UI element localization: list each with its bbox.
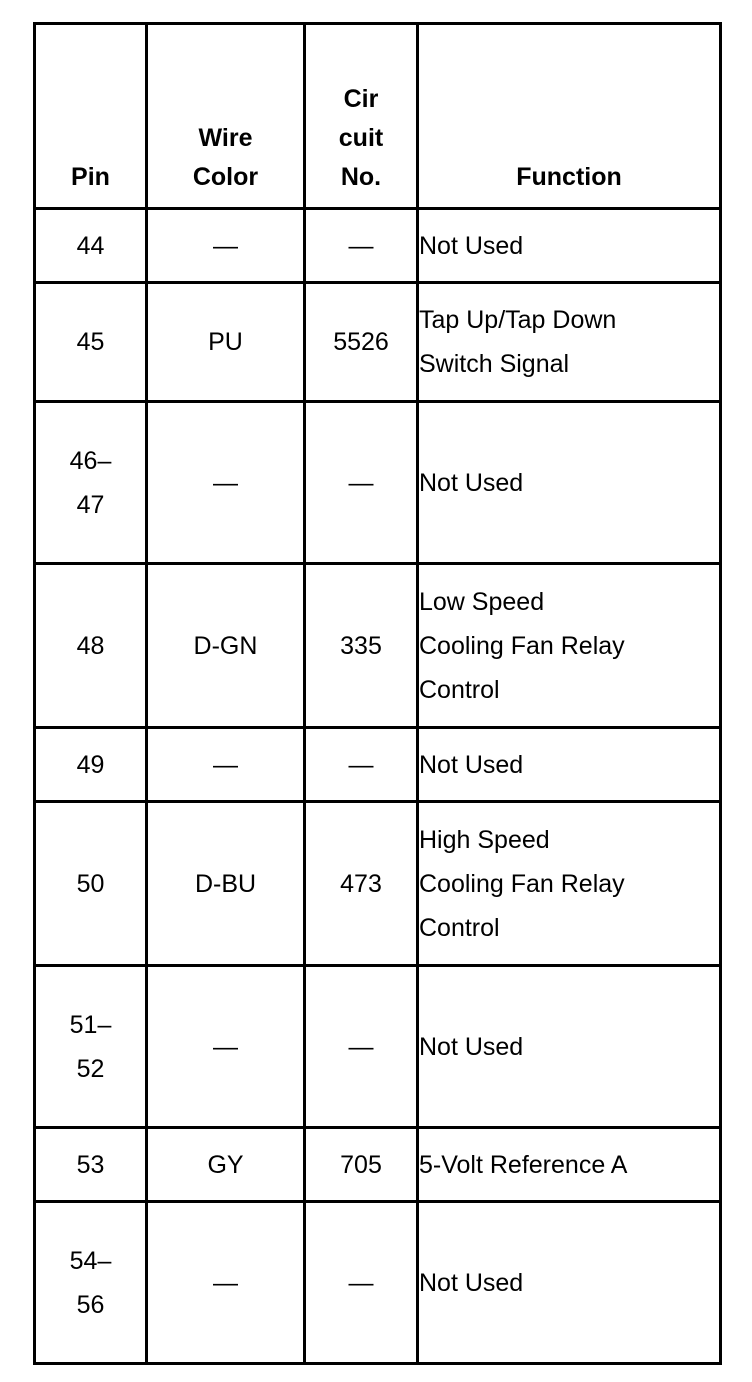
cell-circuit-no: — bbox=[305, 728, 418, 802]
header-wire-color-line2: Color bbox=[192, 163, 259, 191]
table-row bbox=[35, 283, 721, 402]
cell-pin: 48 bbox=[35, 564, 147, 728]
table-row bbox=[35, 209, 721, 283]
cell-circuit-no: — bbox=[305, 402, 418, 564]
cell-pin: 49 bbox=[35, 728, 147, 802]
header-pin-label: Pin bbox=[71, 163, 110, 191]
cell-function: Tap Up/Tap Down Switch Signal bbox=[418, 283, 721, 402]
table-row bbox=[35, 1128, 721, 1202]
cell-function: Not Used bbox=[418, 209, 721, 283]
cell-wire-color: D-GN bbox=[147, 564, 305, 728]
header-pin bbox=[35, 24, 147, 209]
cell-circuit-no: — bbox=[305, 1202, 418, 1364]
header-circuit-line2: cuit bbox=[338, 124, 384, 152]
header-row bbox=[35, 24, 721, 209]
cell-circuit-no: 705 bbox=[305, 1128, 418, 1202]
cell-circuit-no: — bbox=[305, 209, 418, 283]
cell-wire-color: D-BU bbox=[147, 802, 305, 966]
table-row bbox=[35, 564, 721, 728]
cell-wire-color: GY bbox=[147, 1128, 305, 1202]
cell-pin: 54– 56 bbox=[35, 1202, 147, 1364]
table-row bbox=[35, 728, 721, 802]
cell-pin: 45 bbox=[35, 283, 147, 402]
cell-wire-color: — bbox=[147, 728, 305, 802]
connector-pinout-table bbox=[33, 22, 722, 1365]
cell-circuit-no: 473 bbox=[305, 802, 418, 966]
cell-pin: 44 bbox=[35, 209, 147, 283]
cell-pin: 53 bbox=[35, 1128, 147, 1202]
cell-circuit-no: — bbox=[305, 966, 418, 1128]
cell-wire-color: — bbox=[147, 1202, 305, 1364]
cell-pin: 46– 47 bbox=[35, 402, 147, 564]
cell-circuit-no: 335 bbox=[305, 564, 418, 728]
header-wire-color-line1: Wire bbox=[198, 124, 253, 152]
cell-function: Not Used bbox=[418, 966, 721, 1128]
header-circuit-line1: Cir bbox=[343, 85, 379, 113]
cell-wire-color: — bbox=[147, 402, 305, 564]
cell-pin: 51– 52 bbox=[35, 966, 147, 1128]
cell-circuit-no: 5526 bbox=[305, 283, 418, 402]
cell-function: 5-Volt Reference A bbox=[418, 1128, 721, 1202]
cell-function: Not Used bbox=[418, 402, 721, 564]
header-function bbox=[418, 24, 721, 209]
header-wire-color bbox=[147, 24, 305, 209]
header-circuit-no bbox=[305, 24, 418, 209]
cell-function: High Speed Cooling Fan Relay Control bbox=[418, 802, 721, 966]
header-circuit-line3: No. bbox=[340, 163, 382, 191]
cell-function: Not Used bbox=[418, 1202, 721, 1364]
cell-pin: 50 bbox=[35, 802, 147, 966]
cell-wire-color: — bbox=[147, 966, 305, 1128]
cell-wire-color: PU bbox=[147, 283, 305, 402]
cell-function: Not Used bbox=[418, 728, 721, 802]
header-function-label: Function bbox=[516, 163, 622, 191]
cell-wire-color: — bbox=[147, 209, 305, 283]
table-row bbox=[35, 802, 721, 966]
cell-function: Low Speed Cooling Fan Relay Control bbox=[418, 564, 721, 728]
table-row bbox=[35, 402, 721, 564]
table-row bbox=[35, 1202, 721, 1364]
table-row bbox=[35, 966, 721, 1128]
